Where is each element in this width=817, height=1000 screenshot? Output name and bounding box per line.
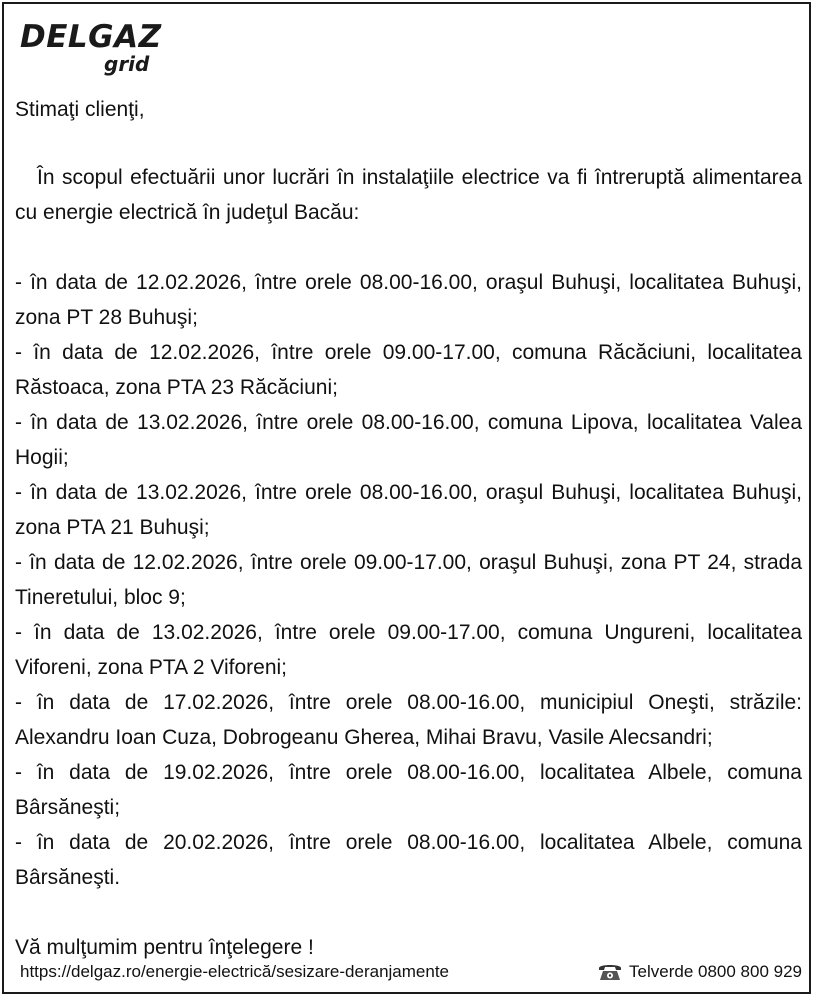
telephone-icon xyxy=(597,961,623,983)
logo-subtitle: grid xyxy=(104,52,150,76)
outage-list xyxy=(15,265,802,895)
outage-item: - în data de 12.02.2026, între orele 09.00-17.00, comuna Răcăciuni, localitatea Răstoaca, zona PTA 23 Răcăciuni; xyxy=(15,341,802,399)
outage-item: - în data de 20.02.2026, între orele 08.00-16.00, localitatea Albele, comuna Bârsăneşti. xyxy=(15,831,802,889)
outage-item: - în data de 13.02.2026, între orele 09.00-17.00, comuna Ungureni, localitatea Viforeni, zona PTA 2 Viforeni; xyxy=(15,621,802,679)
hotline-number: Telverde 0800 800 929 xyxy=(629,962,802,981)
greeting: Stimaţi clienţi, xyxy=(15,98,145,121)
delgaz-grid-logo xyxy=(20,18,165,76)
closing-text: Vă mulţumim pentru înţelegere ! xyxy=(15,936,314,959)
fault-report-link[interactable]: https://delgaz.ro/energie-electrică/sesizare-deranjamente xyxy=(20,962,450,981)
outage-item: - în data de 12.02.2026, între orele 08.00-16.00, oraşul Buhuşi, localitatea Buhuşi, zona PT 28 Buhuşi; xyxy=(15,271,802,329)
outage-item: - în data de 13.02.2026, între orele 08.00-16.00, comuna Lipova, localitatea Valea Hogii; xyxy=(15,411,802,469)
intro-paragraph: În scopul efectuării unor lucrări în instalaţiile electrice va fi întreruptă alimentarea cu energie electrică în judeţul Bacău: xyxy=(15,166,802,224)
footer xyxy=(20,958,802,986)
outage-item: - în data de 19.02.2026, între orele 08.00-16.00, localitatea Albele, comuna Bârsăneşti; xyxy=(15,761,802,819)
outage-item: - în data de 12.02.2026, între orele 09.00-17.00, oraşul Buhuşi, zona PT 24, strada Tineretului, bloc 9; xyxy=(15,551,802,609)
outage-item: - în data de 13.02.2026, între orele 08.00-16.00, oraşul Buhuşi, localitatea Buhuşi, zona PTA 21 Buhuşi; xyxy=(15,481,802,539)
notice-body xyxy=(15,92,802,965)
outage-item: - în data de 17.02.2026, între orele 08.00-16.00, municipiul Oneşti, străzile: Alexandru Ioan Cuza, Dobrogeanu Gherea, Mihai Bravu, Vasile Alecsandri; xyxy=(15,691,802,749)
logo-name: DELGAZ xyxy=(20,19,162,55)
hotline xyxy=(597,958,802,986)
